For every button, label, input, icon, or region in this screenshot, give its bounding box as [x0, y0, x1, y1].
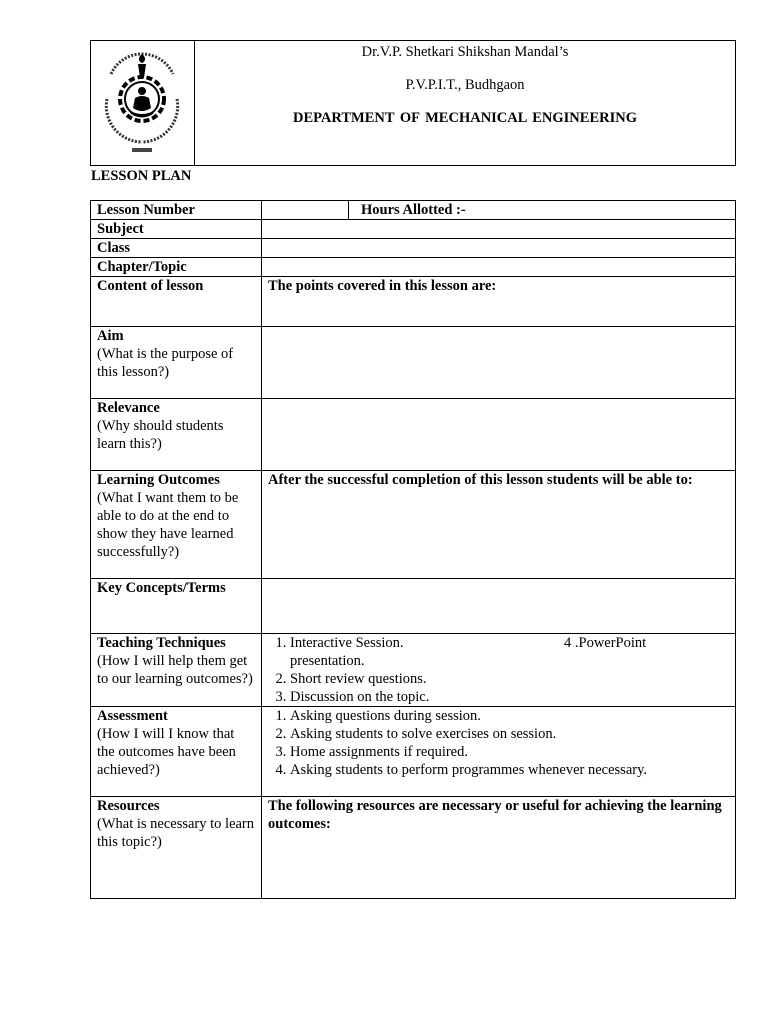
- teaching-list: [268, 634, 729, 706]
- lesson-number-value[interactable]: [262, 201, 349, 219]
- subject-value[interactable]: [262, 220, 736, 239]
- assessment-hint: (How I will I know that the outcomes have been achieved?): [97, 726, 236, 778]
- assessment-label-cell: [91, 707, 262, 797]
- outcomes-hint: (What I want them to be able to do at the end to show they have learned successfully?): [97, 490, 239, 560]
- assessment-value[interactable]: [262, 707, 736, 797]
- page-title: LESSON PLAN: [91, 168, 192, 184]
- resources-value[interactable]: The following resources are necessary or useful for achieving the learning outcomes:: [262, 797, 736, 899]
- class-label: Class: [91, 239, 262, 258]
- institution-name: Dr.V.P. Shetkari Shikshan Mandal’s: [361, 44, 569, 60]
- lesson-number-cell[interactable]: [262, 201, 736, 220]
- teaching-hint: (How I will help them get to our learning outcomes?): [97, 653, 253, 687]
- outcomes-value[interactable]: After the successful completion of this lesson students will be able to:: [262, 471, 736, 579]
- table-row: [91, 707, 736, 797]
- content-label: Content of lesson: [91, 277, 262, 327]
- table-row: [91, 277, 736, 327]
- powerpoint-item: 4 .PowerPoint: [564, 635, 647, 651]
- table-row: [91, 634, 736, 707]
- powerpoint-item-tail: presentation.: [290, 653, 365, 669]
- list-item: 1. Asking questions during session.: [290, 707, 729, 725]
- relevance-label: Relevance: [97, 400, 160, 416]
- content-value[interactable]: The points covered in this lesson are:: [262, 277, 736, 327]
- department-name: DEPARTMENT OF MECHANICAL ENGINEERING: [293, 110, 637, 126]
- table-row: [91, 471, 736, 579]
- table-row: [91, 201, 736, 220]
- table-row: [91, 327, 736, 399]
- key-concepts-value[interactable]: [262, 579, 736, 634]
- list-item: [290, 634, 729, 670]
- aim-label-cell: [91, 327, 262, 399]
- lesson-plan-table: [90, 200, 736, 899]
- institute-emblem-icon: [99, 44, 185, 162]
- teaching-value[interactable]: [262, 634, 736, 707]
- relevance-hint: (Why should students learn this?): [97, 418, 224, 452]
- assessment-list: [268, 707, 729, 779]
- list-item: 2. Asking students to solve exercises on session.: [290, 725, 729, 743]
- subject-label: Subject: [91, 220, 262, 239]
- aim-hint: (What is the purpose of this lesson?): [97, 346, 234, 380]
- aim-label: Aim: [97, 328, 124, 344]
- table-row: [91, 579, 736, 634]
- table-row: [91, 220, 736, 239]
- table-row: [91, 239, 736, 258]
- aim-value[interactable]: [262, 327, 736, 399]
- key-concepts-label: Key Concepts/Terms: [91, 579, 262, 634]
- table-row: [91, 399, 736, 471]
- list-item: 3. Home assignments if required.: [290, 743, 729, 761]
- chapter-topic-label: Chapter/Topic: [91, 258, 262, 277]
- table-row: [91, 797, 736, 899]
- list-item: 4. Asking students to perform programmes whenever necessary.: [290, 761, 729, 779]
- assessment-label: Assessment: [97, 708, 168, 724]
- hours-allotted-label: Hours Allotted :-: [361, 202, 466, 218]
- class-value[interactable]: [262, 239, 736, 258]
- list-item: 2. Short review questions.: [290, 670, 729, 688]
- teaching-label: Teaching Techniques: [97, 635, 226, 651]
- list-item: 3. Discussion on the topic.: [290, 688, 729, 706]
- relevance-label-cell: [91, 399, 262, 471]
- relevance-value[interactable]: [262, 399, 736, 471]
- outcomes-label-cell: [91, 471, 262, 579]
- chapter-topic-value[interactable]: [262, 258, 736, 277]
- document-header: [90, 40, 736, 166]
- table-row: [91, 258, 736, 277]
- teaching-item-text: Interactive Session.: [290, 635, 404, 651]
- logo-cell: [91, 41, 195, 165]
- teaching-label-cell: [91, 634, 262, 707]
- outcomes-label: Learning Outcomes: [97, 472, 220, 488]
- lesson-number-label: Lesson Number: [91, 201, 262, 220]
- resources-label: Resources: [97, 798, 160, 814]
- college-name: P.V.P.I.T., Budhgaon: [405, 77, 525, 93]
- resources-hint: (What is necessary to learn this topic?): [97, 816, 255, 850]
- resources-label-cell: [91, 797, 262, 899]
